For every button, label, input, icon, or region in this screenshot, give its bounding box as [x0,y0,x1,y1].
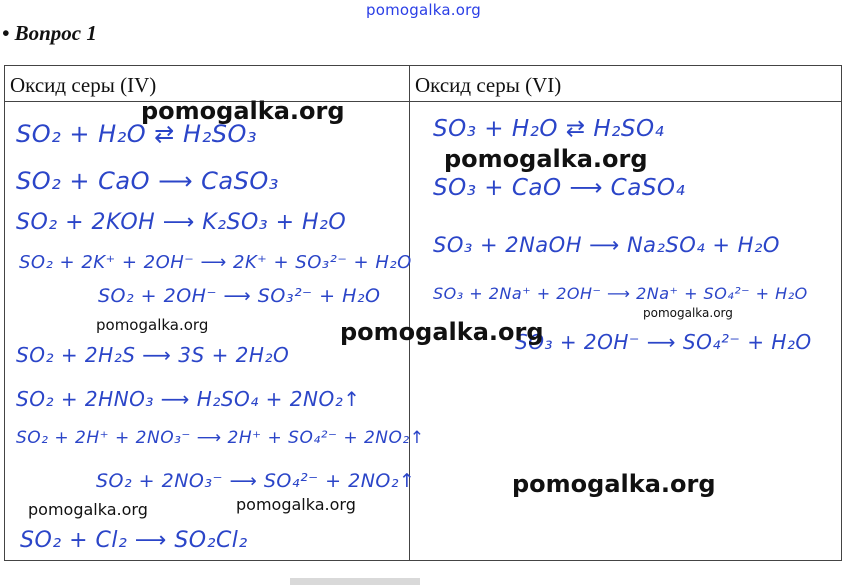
so2-equation: SO₂ + 2KOH ⟶ K₂SO₃ + H₂O [16,210,347,235]
so2-equation: SO₂ + 2K⁺ + 2OH⁻ ⟶ 2K⁺ + SO₃²⁻ + H₂O [19,252,412,273]
so2-equation: SO₂ + 2H₂S ⟶ 3S + 2H₂O [16,343,290,367]
header-divider [5,101,841,102]
col2-header: Оксид серы (VI) [415,73,562,97]
watermark: pomogalka.org [643,306,733,320]
header-watermark: pomogalka.org [366,1,481,19]
watermark: pomogalka.org [141,97,345,125]
so2-equation: SO₂ + 2HNO₃ ⟶ H₂SO₄ + 2NO₂↑ [16,387,361,411]
so2-equation: SO₂ + Cl₂ ⟶ SO₂Cl₂ [20,528,248,553]
watermark: pomogalka.org [236,495,356,514]
so2-equation: SO₂ + CaO ⟶ CaSO₃ [16,167,279,195]
so3-equation: SO₃ + 2Na⁺ + 2OH⁻ ⟶ 2Na⁺ + SO₄²⁻ + H₂O [433,284,808,303]
so3-equation: SO₃ + CaO ⟶ CaSO₄ [433,175,686,201]
watermark: pomogalka.org [96,316,209,334]
watermark: pomogalka.org [512,470,716,498]
watermark: pomogalka.org [28,500,148,519]
so2-equation: SO₂ + H₂O ⇄ H₂SO₃ [16,120,257,148]
so2-equation: SO₂ + 2H⁺ + 2NO₃⁻ ⟶ 2H⁺ + SO₄²⁻ + 2NO₂↑ [16,428,425,448]
watermark: pomogalka.org [444,145,648,173]
watermark: pomogalka.org [340,318,544,346]
so3-equation: SO₃ + 2OH⁻ ⟶ SO₄²⁻ + H₂O [515,330,812,354]
so3-equation: SO₃ + 2NaOH ⟶ Na₂SO₄ + H₂O [433,233,780,257]
so3-equation: SO₃ + H₂O ⇄ H₂SO₄ [433,116,665,142]
so2-equation: SO₂ + 2NO₃⁻ ⟶ SO₄²⁻ + 2NO₂↑ [96,470,416,492]
question-title: • Вопрос 1 [2,21,97,45]
so2-equation: SO₂ + 2OH⁻ ⟶ SO₃²⁻ + H₂O [98,285,381,307]
col1-header: Оксид серы (IV) [10,73,157,97]
scroll-strip [290,578,420,585]
